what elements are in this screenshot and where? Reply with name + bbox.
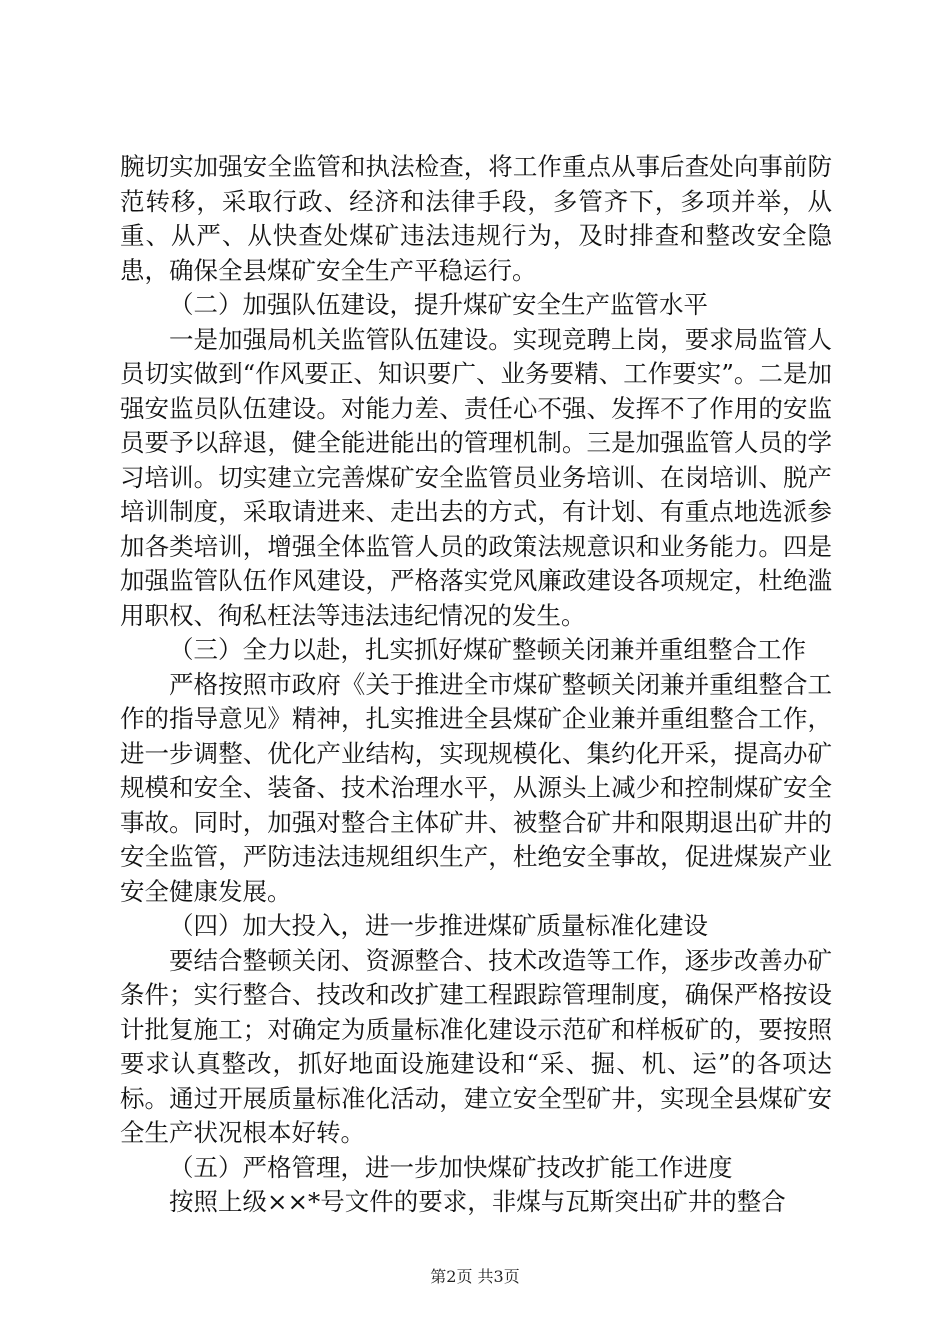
page-number: 第2页 共3页 <box>430 1267 520 1286</box>
paragraph-team-building: 一是加强局机关监管队伍建设。实现竞聘上岗，要求局监管人员切实做到“作风要正、知识要广、业务要精、工作要实”。二是加强安监员队伍建设。对能力差、责任心不强、发挥不了作用的安监员要予以辞退，健全能进能出的管理机制。三是加强监管人员的学习培训。切实建立完善煤矿安全监管员业务培训、在岗培训、脱产培训制度，采取请进来、走出去的方式，有计划、有重点地选派参加各类培训，增强全体监管人员的政策法规意识和业务能力。四是加强监管队伍作风建设，严格落实党风廉政建设各项规定，杜绝滥用职权、徇私枉法等违法违纪情况的发生。 <box>120 324 832 630</box>
paragraph-continuation: 腕切实加强安全监管和执法检查，将工作重点从事后查处向事前防范转移，采取行政、经济和法律手段，多管齐下，多项并举，从重、从严、从快查处煤矿违法违规行为，及时排查和整改安全隐患，确保全县煤矿安全生产平稳运行。 <box>120 152 832 285</box>
section-heading-3: （三）全力以赴，扎实抓好煤矿整顿关闭兼并重组整合工作 <box>169 635 806 664</box>
section-heading-4: （四）加大投入，进一步推进煤矿质量标准化建设 <box>169 911 708 940</box>
paragraph-integration: 严格按照市政府《关于推进全市煤矿整顿关闭兼并重组整合工作的指导意见》精神，扎实推进全县煤矿企业兼并重组整合工作，进一步调整、优化产业结构，实现规模化、集约化开采，提高办矿规模和安全、装备、技术治理水平，从源头上减少和控制煤矿安全事故。同时，加强对整合主体矿井、被整合矿井和限期退出矿井的安全监管，严防违法违规组织生产，杜绝安全事故，促进煤炭产业安全健康发展。 <box>120 669 832 906</box>
document-body <box>120 150 832 1220</box>
page-footer <box>0 1267 950 1287</box>
section-heading-5: （五）严格管理，进一步加快煤矿技改扩能工作进度 <box>169 1152 733 1182</box>
section-heading-2: （二）加强队伍建设，提升煤矿安全生产监管水平 <box>169 290 708 319</box>
paragraph-upgrade: 按照上级××*号文件的要求，非煤与瓦斯突出矿井的整合 <box>169 1187 786 1216</box>
paragraph-standardization: 要结合整顿关闭、资源整合、技术改造等工作，逐步改善办矿条件；实行整合、技改和改扩建工程跟踪管理制度，确保严格按设计批复施工；对确定为质量标准化建设示范矿和样板矿的，要按照要求认真整改，抓好地面设施建设和“采、掘、机、运”的各项达标。通过开展质量标准化活动，建立安全型矿井，实现全县煤矿安全生产状况根本好转。 <box>120 945 832 1147</box>
